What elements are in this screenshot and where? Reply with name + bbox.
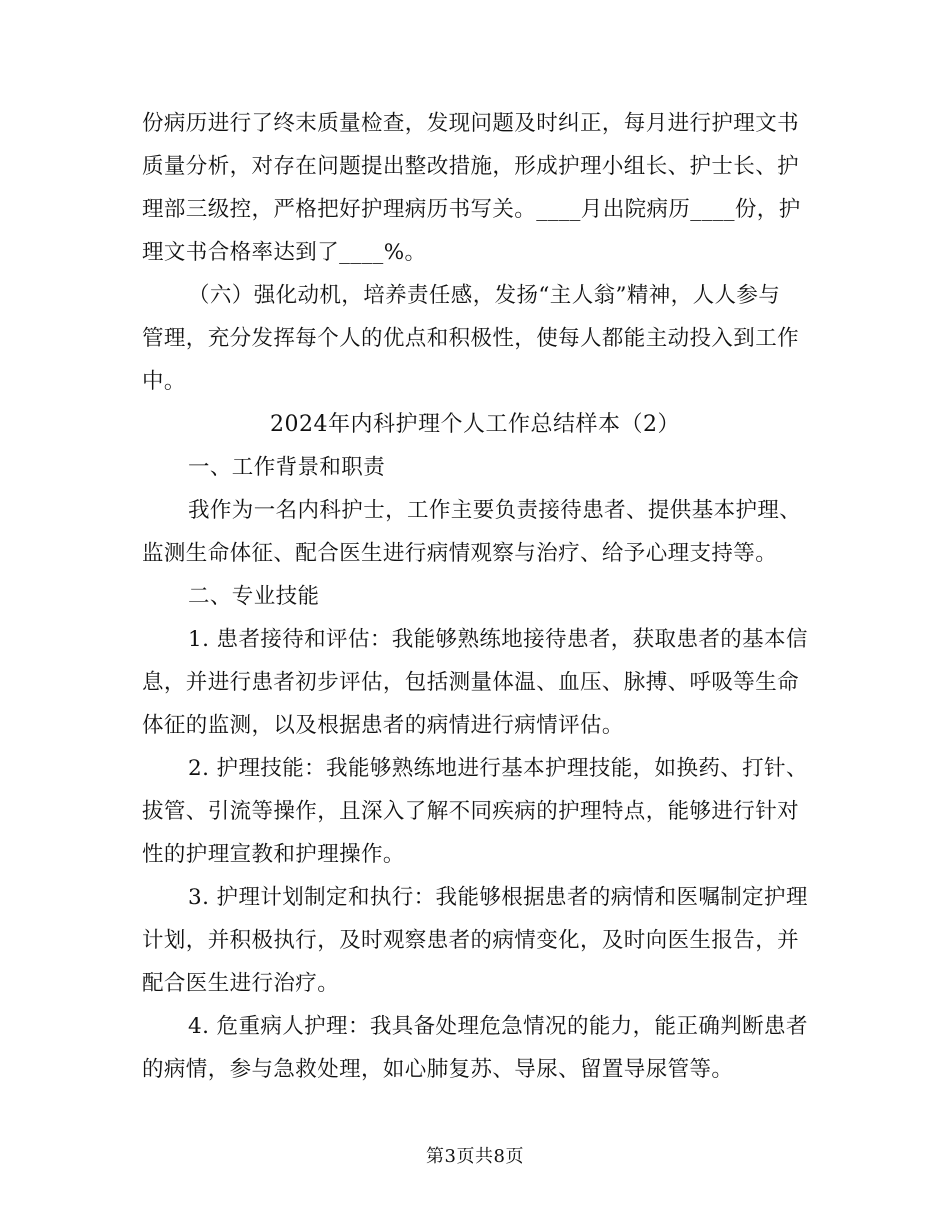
paragraph-line: 我作为一名内科护士，工作主要负责接待患者、提供基本护理、 bbox=[188, 498, 802, 523]
paragraph-line: 2. 护理技能：我能够熟练地进行基本护理技能，如换药、打针、 bbox=[188, 756, 808, 781]
paragraph-line: 1. 患者接待和评估：我能够熟练地接待患者，获取患者的基本信 bbox=[188, 627, 808, 652]
paragraph-line: 4. 危重病人护理：我具备处理危急情况的能力，能正确判断患者 bbox=[188, 1014, 808, 1039]
paragraph-line: 中。 bbox=[142, 369, 186, 394]
paragraph-line: 理文书合格率达到了____%。 bbox=[142, 240, 427, 265]
page-number-footer: 第3页共8页 bbox=[426, 1146, 524, 1167]
paragraph-line: 份病历进行了终末质量检查，发现问题及时纠正，每月进行护理文书 bbox=[142, 111, 800, 136]
paragraph-line: （六）强化动机，培养责任感，发扬“主人翁”精神，人人参与 bbox=[188, 283, 781, 308]
section-heading: 二、专业技能 bbox=[188, 584, 320, 609]
paragraph-line: 理部三级控，严格把好护理病历书写关。____月出院病历____份，护 bbox=[142, 197, 801, 222]
paragraph-line: 性的护理宣教和护理操作。 bbox=[142, 842, 405, 867]
paragraph-line: 计划，并积极执行，及时观察患者的病情变化，及时向医生报告，并 bbox=[142, 928, 800, 953]
paragraph-line: 3. 护理计划制定和执行：我能够根据患者的病情和医嘱制定护理 bbox=[188, 885, 808, 910]
document-body bbox=[142, 102, 808, 1091]
paragraph-line: 配合医生进行治疗。 bbox=[142, 971, 340, 996]
paragraph-line: 息，并进行患者初步评估，包括测量体温、血压、脉搏、呼吸等生命 bbox=[142, 670, 800, 695]
paragraph-line: 管理，充分发挥每个人的优点和积极性，使每人都能主动投入到工作 bbox=[142, 326, 800, 351]
paragraph-line: 体征的监测，以及根据患者的病情进行病情评估。 bbox=[142, 713, 624, 738]
paragraph-line: 监测生命体征、配合医生进行病情观察与治疗、给予心理支持等。 bbox=[142, 541, 778, 566]
paragraph-line: 质量分析，对存在问题提出整改措施，形成护理小组长、护士长、护 bbox=[142, 154, 800, 179]
section-heading: 一、工作背景和职责 bbox=[188, 455, 386, 480]
paragraph-line: 的病情，参与急救处理，如心肺复苏、导尿、留置导尿管等。 bbox=[142, 1057, 734, 1082]
section-title: 2024年内科护理个人工作总结样本（2） bbox=[270, 412, 680, 437]
paragraph-line: 拔管、引流等操作，且深入了解不同疾病的护理特点，能够进行针对 bbox=[142, 799, 800, 824]
